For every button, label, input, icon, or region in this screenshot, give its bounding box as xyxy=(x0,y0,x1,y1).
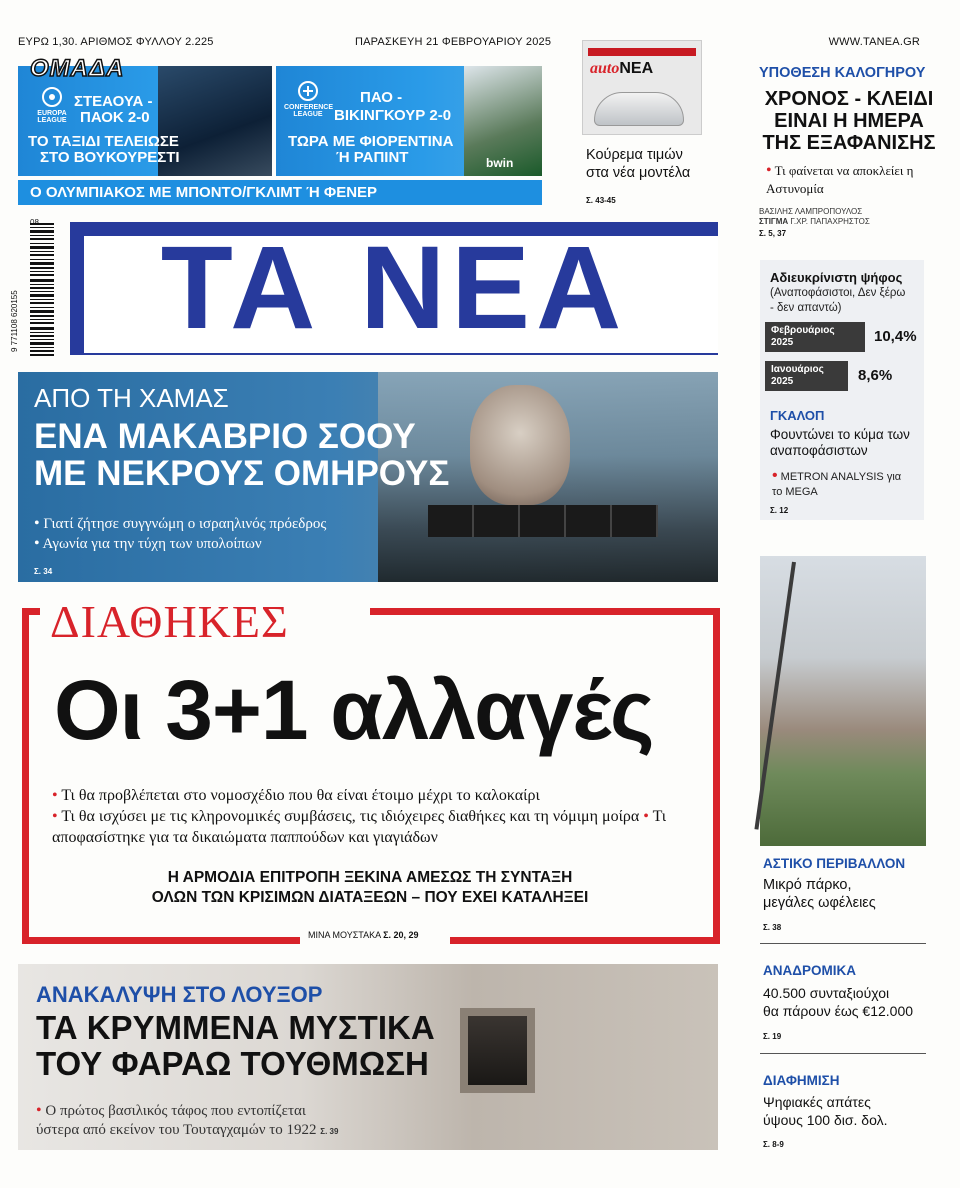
divider xyxy=(760,943,926,944)
ad-text-line1: Ψηφιακές απάτες xyxy=(763,1094,871,1110)
luxor-sub-line2: ύστερα από εκείνον του Τουταγχαμών το 1922 xyxy=(36,1122,317,1138)
price-issue-line: ΕΥΡΩ 1,30. ΑΡΙΘΜΟΣ ΦΥΛΛΟΥ 2.225 xyxy=(18,36,214,48)
auto-logo-part-a: auto xyxy=(590,60,620,77)
luxor-headline-line1: ΤΑ ΚΡΥΜΜΕΝΑ ΜΥΣΤΙΚΑ xyxy=(36,1009,435,1046)
ad-text-line2: ύψους 100 δισ. δολ. xyxy=(763,1112,888,1128)
auto-nea-strip xyxy=(588,48,696,56)
wills-bullet-1: Τι θα προβλέπεται στο νομοσχέδιο που θα είναι έτοιμο μέχρι το καλοκαίρι xyxy=(61,787,540,804)
case-credits xyxy=(759,207,870,227)
wills-credit-author: ΜΙΝΑ ΜΟΥΣΤΑΚΑ xyxy=(308,930,381,940)
wills-credit xyxy=(308,930,419,940)
luxor-kicker: ΑΝΑΚΑΛΥΨΗ ΣΤΟ ΛΟΥΞΟΡ xyxy=(36,982,323,1007)
barcode-icon xyxy=(20,221,56,359)
park-kicker: ΑΣΤΙΚΟ ΠΕΡΙΒΑΛΛΟΝ xyxy=(763,856,906,871)
wills-bullets: • Τι θα προβλέπεται στο νομοσχέδιο που θα είναι έτοιμο μέχρι το καλοκαίρι • Τι θα ισχύσει με τις κληρονομικές συμβάσεις, τις ιδιόχειρες διαθήκες και τη νόμιμη μοίρα • Τι αποφασίστηκε για τα δικαιώματα παππούδων και γιαγιάδων xyxy=(52,787,667,846)
wills-bullet-2: Τι θα ισχύσει με τις κληρονομικές συμβάσεις, τις ιδιόχειρες διαθήκες και τη νόμιμη μοίρα xyxy=(61,808,640,825)
case-kicker: ΥΠΟΘΕΣΗ ΚΑΛΟΓΗΡΟΥ xyxy=(759,65,926,81)
conference-league-logo xyxy=(284,80,332,118)
paok-score-line2: ΠΑΟΚ 2-0 xyxy=(80,109,150,126)
coffins-image xyxy=(428,505,658,537)
auto-logo-part-b: ΝΕΑ xyxy=(619,60,654,77)
luxor-headline-line2: ΤΟΥ ΦΑΡΑΩ ΤΟΥΘΜΩΣΗ xyxy=(36,1045,429,1082)
omada-logo[interactable]: ΟΜΑΔΑ xyxy=(30,55,125,82)
wills-bullet-3: Τι αποφασίστηκε για τα δικαιώματα παππούδων και γιαγιάδων xyxy=(52,808,667,846)
gallup-source-text: METRON ANALYSIS για το MEGA xyxy=(772,471,902,498)
poll-title: Αδιευκρίνιστη ψήφος xyxy=(770,270,903,285)
europa-league-icon xyxy=(41,86,63,108)
barcode-number: 9 771108 620155 xyxy=(10,290,19,352)
park-page-ref: Σ. 38 xyxy=(763,923,782,932)
poll-bar-feb xyxy=(765,322,865,352)
hamas-page-ref: Σ. 34 xyxy=(34,567,53,576)
case-credit-writer: ΒΑΣΙΛΗΣ ΛΑΜΠΡΟΠΟΥΛΟΣ xyxy=(759,207,863,216)
case-headline[interactable]: ΧΡΟΝΟΣ - ΚΛΕΙΔΙ ΕΙΝΑΙ Η ΗΜΕΡΑ ΤΗΣ ΕΞΑΦΑΝΙΣΗΣ xyxy=(762,88,936,154)
paok-caption-line2: ΣΤΟ ΒΟΥΚΟΥΡΕΣΤΙ xyxy=(40,149,180,166)
europa-league-label: EUROPA LEAGUE xyxy=(37,110,67,124)
retro-text-line2: θα πάρουν έως €12.000 xyxy=(763,1003,914,1019)
case-sub-text: Τι φαίνεται να αποκλείει η Αστυνομία xyxy=(766,163,914,196)
luxor-subline: • Ο πρώτος βασιλικός τάφος που εντοπίζεται ύστερα από εκείνον του Τουταγχαμών το 1922 Σ. 39 xyxy=(36,1102,339,1138)
barcode-issue: 08 xyxy=(30,218,39,227)
olympiakos-footer[interactable]: Ο ΟΛΥΜΠΙΑΚΟΣ ΜΕ ΜΠΟΝΤΟ/ΓΚΛΙΜΤ Ή ΦΕΝΕΡ xyxy=(18,180,542,205)
gallup-source: • METRON ANALYSIS για το MEGA xyxy=(772,467,902,498)
luxor-headline xyxy=(36,1010,435,1082)
sports-box-pao[interactable] xyxy=(276,66,542,176)
poll-label-feb: Φεβρουάριος 2025 xyxy=(771,325,835,348)
ad-page-ref: Σ. 8-9 xyxy=(763,1140,784,1149)
poll-bar-jan xyxy=(765,361,848,391)
hamas-banner-face xyxy=(470,385,570,505)
poll-page-ref: Σ. 12 xyxy=(770,506,789,515)
hamas-headline-line2: ΜΕ ΝΕΚΡΟΥΣ ΟΜΗΡΟΥΣ xyxy=(34,454,450,493)
website-link[interactable]: WWW.TANEA.GR xyxy=(828,36,920,48)
park-photo xyxy=(760,556,926,846)
retro-kicker: ΑΝΑΔΡΟΜΙΚΑ xyxy=(763,963,856,978)
retro-page-ref: Σ. 19 xyxy=(763,1032,782,1041)
poll-value-jan: 8,6% xyxy=(858,367,893,384)
wills-sub-line2: ΟΛΩΝ ΤΩΝ ΚΡΙΣΙΜΩΝ ΔΙΑΤΑΞΕΩΝ – ΠΟΥ ΕΧΕΙ ΚΑΤΑΛΗΞΕΙ xyxy=(151,889,589,906)
wills-sub-line1: Η ΑΡΜΟΔΙΑ ΕΠΙΤΡΟΠΗ ΞΕΚΙΝΑ ΑΜΕΣΩΣ ΤΗ ΣΥΝΤΑΞΗ xyxy=(167,869,573,886)
retro-text-line1: 40.500 συνταξιούχοι xyxy=(763,985,890,1001)
luxor-page-ref: Σ. 39 xyxy=(320,1127,339,1136)
paok-caption-line1: ΤΟ ΤΑΞΙΔΙ ΤΕΛΕΙΩΣΕ xyxy=(28,133,179,150)
jersey-sponsor: bwin xyxy=(486,156,514,170)
pao-score-line1: ΠΑΟ - xyxy=(360,89,403,106)
case-page-ref: Σ. 5, 37 xyxy=(759,229,787,238)
poll-value-feb: 10,4% xyxy=(874,328,917,345)
park-text-line1: Μικρό πάρκο, xyxy=(763,877,852,893)
poll-label-jan: Ιανουάριος 2025 xyxy=(771,364,824,387)
case-subline: • Τι φαίνεται να αποκλείει η Αστυνομία xyxy=(766,162,914,196)
ad-text[interactable] xyxy=(763,1093,888,1129)
retro-text[interactable] xyxy=(763,984,913,1020)
hamas-bullet-2: Αγωνία για την τύχη των υπολοίπων xyxy=(42,536,262,552)
hamas-bullets: • Γιατί ζήτησε συγγνώμη ο ισραηλινός πρόεδρος • Αγωνία για την τύχη των υπολοίπων xyxy=(34,515,327,552)
wills-headline: Οι 3+1 αλλαγές xyxy=(54,663,654,757)
auto-nea-logo xyxy=(590,60,653,78)
pao-score-line2: ΒΙΚΙΝΓΚΟΥΡ 2-0 xyxy=(334,107,452,124)
tomb-entrance-image xyxy=(460,1008,535,1093)
paok-score-line1: ΣΤΕΑΟΥΑ - xyxy=(74,93,153,110)
car-icon xyxy=(594,92,684,126)
park-text-line2: μεγάλες ωφέλειες xyxy=(763,895,876,911)
pao-caption-line2: Ή ΡΑΠΙΝΤ xyxy=(336,149,409,166)
europa-league-logo xyxy=(32,86,72,124)
gallup-kicker: ΓΚΑΛΟΠ xyxy=(770,408,825,423)
pao-caption-line1: ΤΩΡΑ ΜΕ ΦΙΟΡΕΝΤΙΝΑ xyxy=(288,133,454,150)
auto-page-ref: Σ. 43-45 xyxy=(586,196,616,205)
case-credit-label: ΣΤΙΓΜΑ xyxy=(759,217,789,226)
hamas-bullet-1: Γιατί ζήτησε συγγνώμη ο ισραηλινός πρόεδρος xyxy=(43,516,327,532)
hamas-headline-line1: ΕΝΑ ΜΑΚΑΒΡΙΟ ΣΟΟΥ xyxy=(34,417,416,456)
masthead-title[interactable]: ΤΑ ΝΕΑ xyxy=(160,222,628,354)
auto-teaser-text: Κούρεμα τιμών στα νέα μοντέλα xyxy=(586,147,691,181)
wills-subheadline xyxy=(60,868,680,908)
date-line: ΠΑΡΑΣΚΕΥΗ 21 ΦΕΒΡΟΥΑΡΙΟΥ 2025 xyxy=(355,36,552,48)
hamas-kicker: ΑΠΟ ΤΗ ΧΑΜΑΣ xyxy=(34,383,229,413)
wills-page-ref: Σ. 20, 29 xyxy=(383,930,419,940)
park-text[interactable] xyxy=(763,876,876,912)
conference-league-label: CONFERENCE LEAGUE xyxy=(284,104,334,118)
hamas-headline xyxy=(34,418,449,492)
wills-kicker: ΔΙΑΘΗΚΕΣ xyxy=(50,596,289,647)
luxor-sub-line1: Ο πρώτος βασιλικός τάφος που εντοπίζεται xyxy=(45,1103,306,1119)
poll-subtitle: (Αναποφάσιστοι, Δεν ξέρω - δεν απαντώ) xyxy=(770,287,906,314)
divider xyxy=(760,1053,926,1054)
gallup-text: Φουντώνει το κύμα των αναποφάσιστων xyxy=(770,427,910,458)
ad-kicker: ΔΙΑΦΗΜΙΣΗ xyxy=(763,1073,840,1088)
case-credit-artist: Γ.ΧΡ. ΠΑΠΑΧΡΗΣΤΟΣ xyxy=(790,217,870,226)
conference-league-icon xyxy=(297,80,319,102)
